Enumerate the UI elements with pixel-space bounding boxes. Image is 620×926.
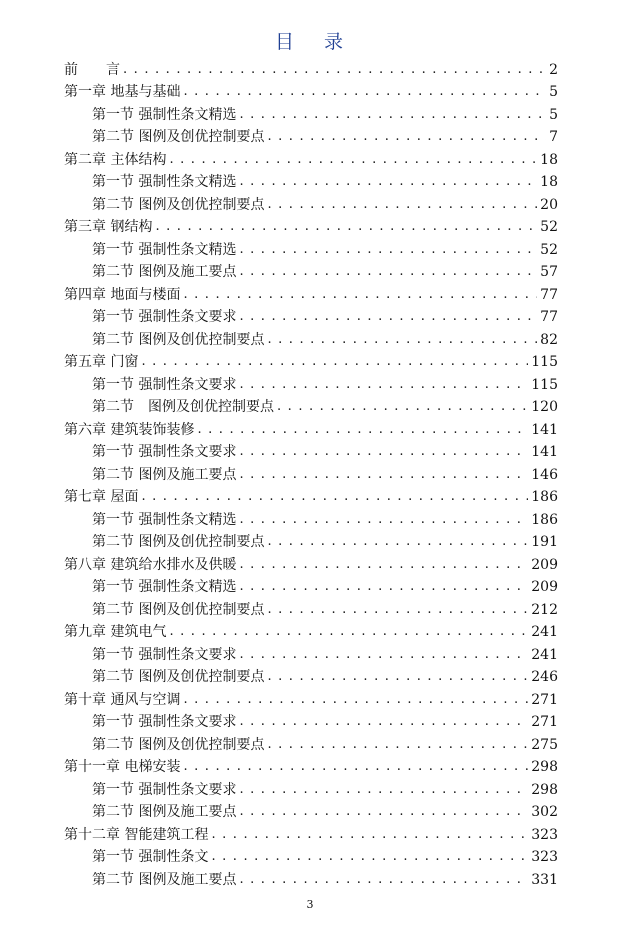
toc-dot-leader: [239, 644, 528, 666]
toc-entry-page: 18: [540, 174, 558, 190]
toc-dot-leader: [155, 216, 537, 238]
toc-entry-label: 第七章 屋面: [64, 489, 139, 505]
toc-section-entry[interactable]: [64, 126, 558, 149]
toc-dot-leader: [267, 329, 537, 351]
toc-dot-leader: [267, 126, 546, 148]
toc-section-entry[interactable]: [64, 463, 558, 486]
toc-entry-page: 271: [531, 714, 558, 730]
toc-dot-leader: [239, 869, 528, 891]
toc-entry-label: 第一节 强制性条文要求: [92, 376, 237, 393]
toc-entry-page: 246: [531, 669, 558, 685]
toc-chapter-entry[interactable]: [64, 756, 558, 779]
toc-entry-label: 第二节 图例及施工要点: [92, 466, 237, 483]
toc-entry-page: 271: [531, 691, 558, 708]
toc-dot-leader: [183, 689, 528, 711]
toc-dot-leader: [141, 351, 528, 373]
toc-entry-page: 331: [531, 871, 558, 888]
toc-entry-label: 第二节 图例及创优控制要点: [92, 129, 265, 145]
toc-entry-page: 241: [531, 646, 558, 663]
toc-entry-label: 第一节 强制性条文要求: [92, 714, 237, 730]
toc-chapter-entry[interactable]: [64, 81, 558, 104]
toc-entry-page: 115: [531, 354, 558, 370]
toc-entry-page: 298: [531, 759, 558, 775]
toc-entry-page: 298: [531, 781, 558, 798]
toc-dot-leader: [239, 171, 537, 193]
toc-entry-label: 第六章 建筑装饰装修: [64, 421, 195, 438]
toc-entry-page: 77: [540, 309, 558, 325]
toc-entry-page: 241: [531, 624, 558, 640]
toc-entry-label: 第二节 图例及创优控制要点: [92, 601, 265, 618]
toc-entry-page: 7: [549, 129, 558, 145]
page-number: 3: [306, 898, 314, 911]
toc-entry-page: 115: [531, 376, 558, 393]
toc-section-entry[interactable]: [64, 598, 558, 621]
toc-dot-leader: [141, 486, 528, 508]
toc-entry-page: 57: [540, 264, 558, 280]
toc-entry-page: 323: [531, 826, 558, 843]
toc-entry-page: 52: [540, 241, 558, 258]
toc-entry-page: 82: [540, 331, 558, 348]
toc-entry-page: 141: [531, 421, 558, 438]
toc-entry-label: 第二节 图例及创优控制要点: [92, 399, 274, 415]
toc-entry-label: 第十一章 电梯安装: [64, 759, 181, 775]
toc-entry-label: 第一节 强制性条文要求: [92, 646, 237, 663]
toc-entry-label: 第一节 强制性条文要求: [92, 781, 237, 798]
toc-entry-label: 第二节 图例及创优控制要点: [92, 331, 265, 348]
toc-dot-leader: [183, 81, 546, 103]
toc-dot-leader: [211, 824, 528, 846]
toc-section-entry[interactable]: [64, 576, 558, 599]
toc-entry-page: 302: [531, 804, 558, 820]
toc-dot-leader: [267, 531, 528, 553]
toc-section-entry[interactable]: [64, 441, 558, 464]
toc-dot-leader: [197, 419, 528, 441]
toc-title-part1: 目: [274, 31, 296, 53]
toc-dot-leader: [267, 666, 528, 688]
toc-section-entry[interactable]: [64, 396, 558, 419]
toc-entry-label: 第二节 图例及施工要点: [92, 804, 237, 820]
toc-entry-page: 120: [531, 399, 558, 415]
toc-entry-page: 191: [531, 534, 558, 550]
toc-entry-page: 77: [540, 286, 558, 303]
toc-chapter-entry[interactable]: [64, 621, 558, 644]
toc-section-entry[interactable]: [64, 238, 558, 261]
toc-section-entry[interactable]: [64, 306, 558, 329]
toc-section-entry[interactable]: [64, 261, 558, 284]
toc-chapter-entry[interactable]: [64, 688, 558, 711]
toc-section-entry[interactable]: [64, 328, 558, 351]
toc-dot-leader: [239, 576, 528, 598]
toc-entry-page: 20: [540, 196, 558, 213]
toc-entry-label: 第四章 地面与楼面: [64, 286, 181, 303]
toc-dot-leader: [239, 441, 528, 463]
toc-chapter-entry[interactable]: [64, 553, 558, 576]
toc-entry-label: 第十二章 智能建筑工程: [64, 826, 209, 843]
toc-dot-leader: [239, 554, 528, 576]
toc-section-entry[interactable]: [64, 171, 558, 194]
toc-section-entry[interactable]: [64, 868, 558, 891]
toc-dot-leader: [239, 239, 537, 261]
toc-entry-page: 146: [531, 466, 558, 483]
toc-dot-leader: [169, 621, 528, 643]
toc-entry-label: 第八章 建筑给水排水及供暖: [64, 556, 237, 573]
toc-entry-page: 323: [531, 849, 558, 865]
toc-section-entry[interactable]: [64, 373, 558, 396]
toc-entry-label: 第二节 图例及施工要点: [92, 871, 237, 888]
toc-entry-label: 第一章 地基与基础: [64, 84, 181, 100]
toc-entry-page: 275: [531, 736, 558, 753]
toc-dot-leader: [239, 801, 528, 823]
toc-entry-page: 209: [531, 556, 558, 573]
toc-entry-page: 186: [531, 511, 558, 528]
toc-chapter-entry[interactable]: [64, 418, 558, 441]
toc-entry-page: 141: [531, 444, 558, 460]
toc-dot-leader: [239, 261, 537, 283]
toc-dot-leader: [267, 194, 537, 216]
toc-entry-label: 第十章 通风与空调: [64, 691, 181, 708]
toc-entry-page: 209: [531, 579, 558, 595]
toc-chapter-entry[interactable]: [64, 823, 558, 846]
toc-chapter-entry[interactable]: [64, 148, 558, 171]
toc-dot-leader: [169, 149, 537, 171]
toc-section-entry[interactable]: [64, 733, 558, 756]
toc-entry-label: 第二节 图例及创优控制要点: [92, 534, 265, 550]
toc-section-entry[interactable]: [64, 531, 558, 554]
toc-section-entry[interactable]: [64, 193, 558, 216]
toc-entry-label: 第一节 强制性条文精选: [92, 511, 237, 528]
toc-entry-page: 186: [531, 489, 558, 505]
toc-entry-label: 第一节 强制性条文精选: [92, 174, 237, 190]
toc-section-entry[interactable]: [64, 643, 558, 666]
toc-entry-page: 2: [549, 61, 558, 78]
toc-entry-label: 前 言: [64, 61, 120, 78]
toc-section-entry[interactable]: [64, 801, 558, 824]
toc-entry-label: 第一节 强制性条文要求: [92, 309, 237, 325]
toc-dot-leader: [239, 104, 546, 126]
toc-entry-label: 第一节 强制性条文要求: [92, 444, 237, 460]
toc-dot-leader: [239, 374, 528, 396]
toc-chapter-entry[interactable]: [64, 283, 558, 306]
toc-title: [0, 27, 620, 54]
toc-chapter-entry[interactable]: [64, 216, 558, 239]
toc-entry-label: 第一节 强制性条文: [92, 849, 209, 865]
toc-entry-page: 5: [549, 84, 558, 100]
toc-entry-label: 第九章 建筑电气: [64, 624, 167, 640]
toc-dot-leader: [239, 306, 537, 328]
toc-list: [64, 58, 558, 891]
toc-entry-label: 第一节 强制性条文精选: [92, 106, 237, 123]
toc-section-entry[interactable]: [64, 846, 558, 869]
toc-dot-leader: [267, 734, 528, 756]
toc-chapter-entry[interactable]: [64, 58, 558, 81]
toc-section-entry[interactable]: [64, 711, 558, 734]
toc-section-entry[interactable]: [64, 666, 558, 689]
toc-entry-label: 第三章 钢结构: [64, 219, 153, 235]
toc-section-entry[interactable]: [64, 778, 558, 801]
toc-chapter-entry[interactable]: [64, 486, 558, 509]
toc-entry-label: 第二节 图例及创优控制要点: [92, 196, 265, 213]
toc-dot-leader: [123, 59, 546, 81]
toc-dot-leader: [277, 396, 528, 418]
toc-entry-page: 5: [549, 106, 558, 123]
toc-chapter-entry[interactable]: [64, 351, 558, 374]
toc-dot-leader: [239, 711, 528, 733]
toc-entry-label: 第五章 门窗: [64, 354, 139, 370]
toc-entry-page: 52: [540, 219, 558, 235]
toc-dot-leader: [183, 756, 528, 778]
toc-dot-leader: [211, 846, 528, 868]
toc-section-entry[interactable]: [64, 508, 558, 531]
toc-dot-leader: [239, 779, 528, 801]
toc-entry-label: 第一节 强制性条文精选: [92, 579, 237, 595]
toc-entry-label: 第一节 强制性条文精选: [92, 241, 237, 258]
toc-title-part2: 录: [324, 31, 346, 53]
toc-dot-leader: [267, 599, 528, 621]
toc-dot-leader: [239, 509, 528, 531]
toc-entry-label: 第二节 图例及创优控制要点: [92, 669, 265, 685]
toc-entry-label: 第二节 图例及施工要点: [92, 264, 237, 280]
toc-dot-leader: [183, 284, 537, 306]
toc-entry-label: 第二章 主体结构: [64, 151, 167, 168]
toc-entry-page: 212: [531, 601, 558, 618]
toc-entry-page: 18: [540, 151, 558, 168]
toc-entry-label: 第二节 图例及创优控制要点: [92, 736, 265, 753]
toc-dot-leader: [239, 464, 528, 486]
toc-section-entry[interactable]: [64, 103, 558, 126]
